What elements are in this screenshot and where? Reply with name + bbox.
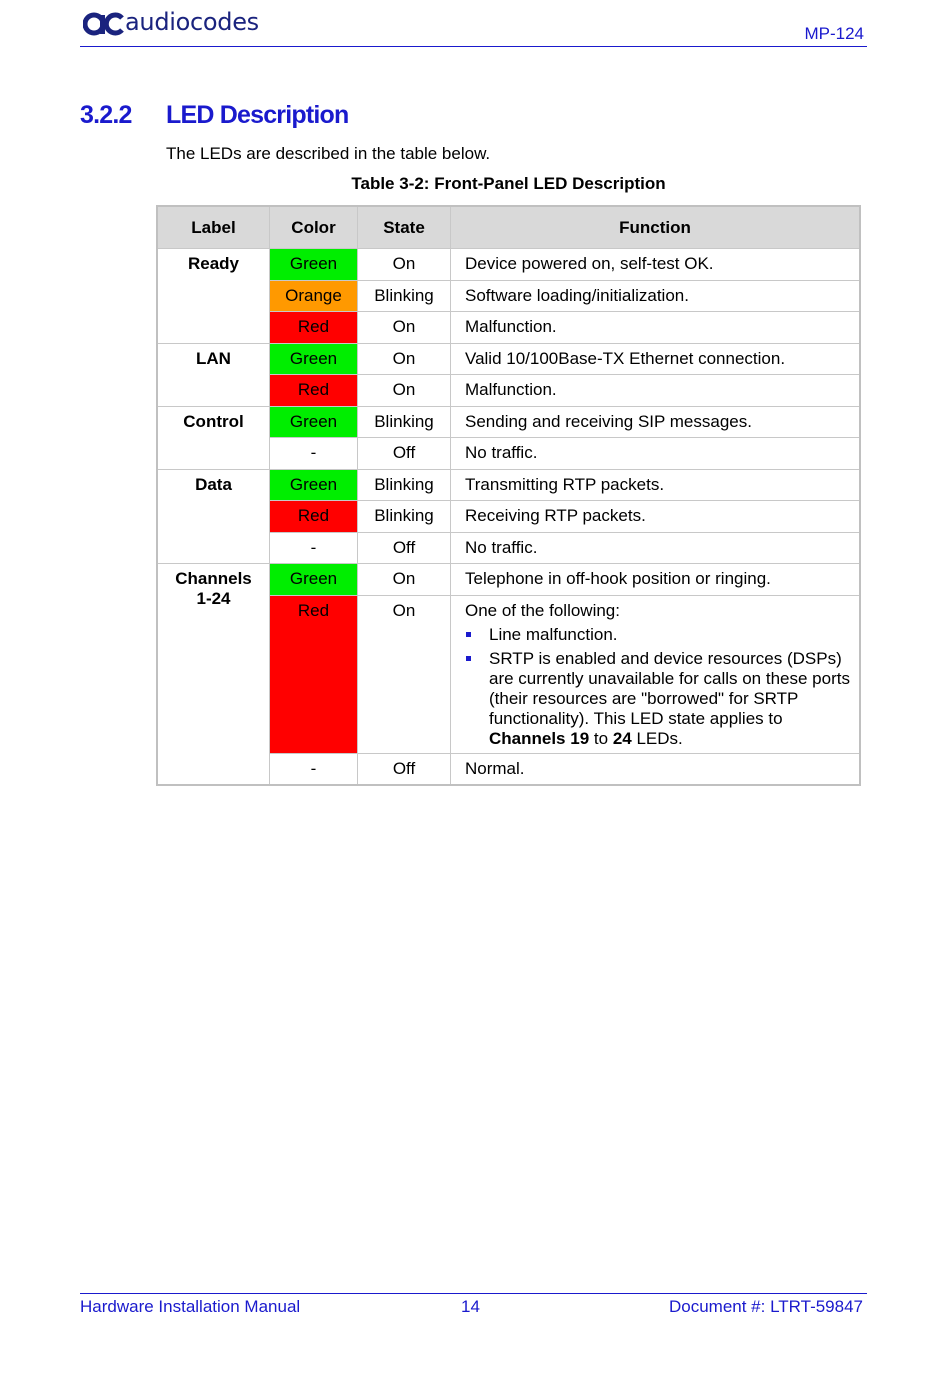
led-label-channels-line2: 1-24 — [196, 589, 231, 608]
led-color-cell: Red — [270, 501, 358, 533]
footer-document-number: Document #: LTRT-59847 — [668, 1297, 863, 1316]
table-row — [157, 469, 860, 501]
column-header-function: Function — [451, 206, 861, 249]
led-state-cell: Off — [358, 438, 451, 470]
column-header-label: Label — [157, 206, 270, 249]
led-color-cell: Green — [270, 469, 358, 501]
function-bullet-list — [465, 625, 859, 749]
led-color-cell: - — [270, 438, 358, 470]
column-header-state: State — [358, 206, 451, 249]
led-function-cell: Receiving RTP packets. — [451, 501, 861, 533]
led-color-cell: Green — [270, 249, 358, 281]
led-state-cell: On — [358, 595, 451, 753]
led-state-cell: Blinking — [358, 469, 451, 501]
led-function-cell: Malfunction. — [451, 312, 861, 344]
header-divider — [80, 46, 867, 47]
led-function-cell: Malfunction. — [451, 375, 861, 407]
audiocodes-logo-icon — [83, 9, 125, 39]
footer-page-number: 14 — [461, 1297, 480, 1316]
list-item: Line malfunction. — [465, 625, 859, 645]
footer-divider — [80, 1293, 867, 1294]
column-header-color: Color — [270, 206, 358, 249]
led-state-cell: On — [358, 312, 451, 344]
led-function-cell: No traffic. — [451, 438, 861, 470]
list-item: SRTP is enabled and device resources (DSPs) are currently unavailable for calls on these ports (their resources are "borrowed" for SRTP functionality). This LED state applies to Channels 19 to 24 LEDs. — [465, 649, 859, 749]
led-state-cell: On — [358, 343, 451, 375]
table-caption: Table 3-2: Front-Panel LED Description — [351, 174, 666, 193]
section-title: LED Description — [166, 101, 349, 129]
function-intro: One of the following: — [465, 600, 620, 620]
led-color-cell: Green — [270, 343, 358, 375]
led-function-cell: Sending and receiving SIP messages. — [451, 406, 861, 438]
led-label-ready: Ready — [157, 249, 270, 344]
led-function-cell: Transmitting RTP packets. — [451, 469, 861, 501]
led-state-cell: Blinking — [358, 501, 451, 533]
led-function-cell: No traffic. — [451, 532, 861, 564]
led-label-data: Data — [157, 469, 270, 564]
led-function-cell: Device powered on, self-test OK. — [451, 249, 861, 281]
table-row — [157, 249, 860, 281]
footer-manual-title: Hardware Installation Manual — [80, 1297, 301, 1316]
led-function-cell: Valid 10/100Base-TX Ethernet connection. — [451, 343, 861, 375]
brand-logo — [83, 8, 259, 40]
table-row — [157, 343, 860, 375]
led-function-cell: Telephone in off-hook position or ringing. — [451, 564, 861, 596]
led-description-table — [156, 205, 861, 786]
led-state-cell: On — [358, 564, 451, 596]
led-label-channels — [157, 564, 270, 786]
led-state-cell: Blinking — [358, 280, 451, 312]
product-name: MP-124 — [804, 24, 864, 43]
led-label-lan: LAN — [157, 343, 270, 406]
led-state-cell: On — [358, 249, 451, 281]
led-function-cell — [451, 595, 861, 753]
led-function-cell: Normal. — [451, 753, 861, 785]
led-color-cell: Green — [270, 406, 358, 438]
led-state-cell: Off — [358, 753, 451, 785]
square-bullet-icon — [466, 656, 471, 661]
led-color-cell: Red — [270, 375, 358, 407]
led-color-cell: - — [270, 753, 358, 785]
led-color-cell: Red — [270, 595, 358, 753]
led-state-cell: Off — [358, 532, 451, 564]
section-number: 3.2.2 — [80, 101, 132, 129]
led-state-cell: On — [358, 375, 451, 407]
table-row — [157, 406, 860, 438]
led-color-cell: Red — [270, 312, 358, 344]
intro-paragraph: The LEDs are described in the table below. — [166, 144, 491, 163]
led-color-cell: Orange — [270, 280, 358, 312]
square-bullet-icon — [466, 632, 471, 637]
led-color-cell: - — [270, 532, 358, 564]
led-label-control: Control — [157, 406, 270, 469]
logo-wordmark: audiocodes — [125, 8, 259, 36]
table-header-row — [157, 206, 860, 249]
led-color-cell: Green — [270, 564, 358, 596]
led-state-cell: Blinking — [358, 406, 451, 438]
led-function-cell: Software loading/initialization. — [451, 280, 861, 312]
led-label-channels-line1: Channels — [175, 569, 252, 588]
table-row — [157, 564, 860, 596]
